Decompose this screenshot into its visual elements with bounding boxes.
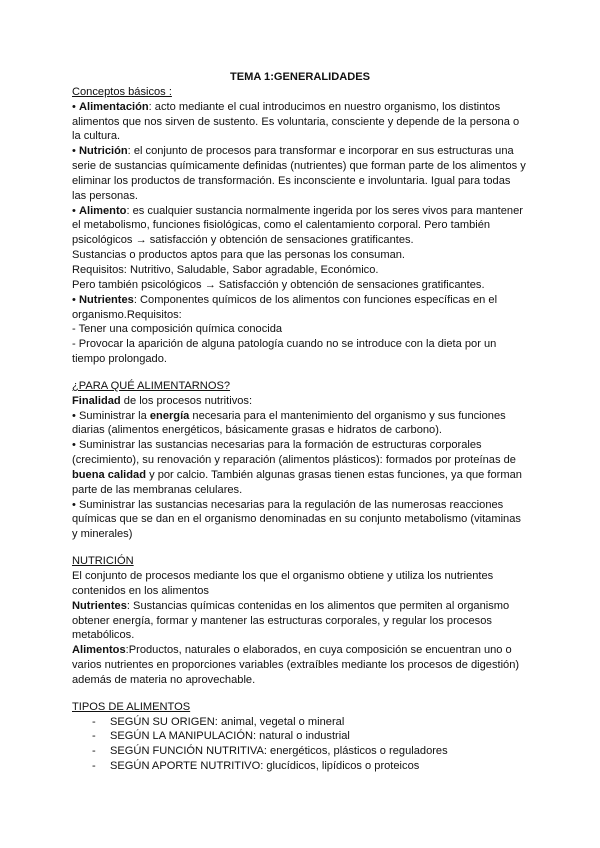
bold-term: Alimentos	[72, 644, 126, 657]
list-item	[72, 744, 528, 759]
list-item-text: SEGÚN LA MANIPULACIÓN: natural o industrial	[110, 730, 350, 743]
text-run: y minerales)	[72, 528, 133, 541]
bold-term: energía	[149, 409, 190, 422]
list-item-text: SEGÚN APORTE NUTRITIVO: glucídicos, lipídicos o proteicos	[110, 760, 420, 773]
text-run: de los procesos nutritivos:	[120, 394, 253, 407]
text-run: la cultura.	[72, 130, 121, 143]
text-run: alimentos que nos sirven de sustento. Es voluntaria, consciente y depende de la persona o	[72, 115, 520, 128]
text-line	[72, 483, 528, 498]
bold-term: buena calidad	[72, 468, 146, 481]
text-line	[72, 498, 528, 513]
text-run: eliminar los productos de transformación. Es inconsciente e involuntaria. Igual para todas	[72, 174, 511, 187]
text-run: (crecimiento), su renovación y reparación (alimentos plásticos): formados por proteínas de	[72, 454, 516, 467]
text-run: •	[72, 293, 79, 306]
text-line	[72, 527, 528, 542]
text-line	[72, 204, 528, 219]
list-item	[72, 759, 528, 774]
text-run: contenidos en los alimentos	[72, 584, 209, 597]
text-line	[72, 159, 528, 174]
text-line	[72, 293, 528, 308]
text-run: diarias (alimentos energéticos, básicamente grasas e hidratos de carbono).	[72, 424, 442, 437]
text-line	[72, 512, 528, 527]
text-line	[72, 584, 528, 599]
document-body	[72, 85, 528, 774]
text-line	[72, 278, 528, 293]
section-tipos-de-alimentos	[72, 700, 528, 774]
food-types-list	[72, 715, 528, 774]
text-run: psicológicos → satisfacción y obtención de sensaciones gratificantes.	[72, 234, 414, 247]
text-line	[72, 673, 528, 688]
section-heading: NUTRICIÓN	[72, 555, 134, 568]
bold-term: Nutrición	[78, 145, 128, 158]
section-heading: ¿PARA QUÉ ALIMENTARNOS?	[72, 379, 231, 392]
text-line	[72, 233, 528, 248]
section-conceptos-basicos	[72, 85, 528, 367]
dash-marker: -	[92, 715, 96, 728]
bold-term: Alimento	[78, 204, 127, 217]
page-title: TEMA 1:GENERALIDADES	[229, 71, 371, 83]
text-line	[72, 394, 528, 409]
dash-marker: -	[92, 745, 96, 758]
text-line	[72, 263, 528, 278]
text-run: tiempo prolongado.	[72, 353, 167, 366]
bold-term: Nutrientes	[72, 599, 127, 612]
list-item-text: SEGÚN FUNCIÓN NUTRITIVA: energéticos, plásticos o reguladores	[110, 745, 448, 758]
text-line	[72, 614, 528, 629]
section-para-que-alimentarnos	[72, 379, 528, 542]
text-run: • Suministrar las sustancias necesarias para la regulación de las numerosas reacciones	[72, 498, 504, 511]
text-run: serie de sustancias químicamente definidas (nutrientes) que forman parte de los alimentos y	[72, 160, 526, 173]
text-run: necesaria para el mantenimiento del organismo y sus funciones	[189, 409, 506, 422]
text-line	[72, 409, 528, 424]
list-item	[72, 715, 528, 730]
text-run: parte de las membranas celulares.	[72, 483, 243, 496]
text-run: Requisitos: Nutritivo, Saludable, Sabor agradable, Económico.	[72, 263, 379, 276]
text-line	[72, 218, 528, 233]
text-line	[72, 599, 528, 614]
text-line	[72, 308, 528, 323]
dash-marker: -	[92, 760, 96, 773]
text-line	[72, 174, 528, 189]
text-run: Pero también psicológicos → Satisfacción y obtención de sensaciones gratificantes.	[72, 278, 485, 291]
dash-marker: -	[92, 730, 96, 743]
bold-term: Finalidad	[72, 394, 121, 407]
text-run: además de materia no aprovechable.	[72, 673, 256, 686]
text-run: metabólicos.	[72, 629, 135, 642]
section-nutricion	[72, 554, 528, 688]
text-run: •	[72, 145, 79, 158]
text-line	[72, 658, 528, 673]
text-line	[72, 100, 528, 115]
text-run: - Provocar la aparición de alguna patología cuando no se introduce con la dieta por un	[72, 338, 497, 351]
text-run: : el conjunto de procesos para transformar e incorporar en sus estructuras una	[127, 145, 514, 158]
bold-term: Alimentación	[78, 100, 149, 113]
text-run: varios nutrientes en proporciones variables (extraíbles mediante los procesos de digestión)	[72, 659, 520, 672]
text-run: químicas que se dan en el organismo denominadas en su conjunto metabolismo (vitaminas	[72, 513, 521, 526]
bold-term: Nutrientes	[78, 293, 134, 306]
text-line	[72, 129, 528, 144]
text-line	[72, 569, 528, 584]
text-line	[72, 189, 528, 204]
text-run: •	[72, 100, 79, 113]
text-run: : acto mediante el cual introducimos en nuestro organismo, los distintos	[148, 100, 501, 113]
text-line	[72, 468, 528, 483]
text-run: : Sustancias químicas contenidas en los alimentos que permiten al organismo	[126, 599, 510, 612]
text-run: •	[72, 204, 79, 217]
section-heading: TIPOS DE ALIMENTOS	[72, 700, 191, 713]
text-line	[72, 453, 528, 468]
text-line	[72, 322, 528, 337]
text-line	[72, 248, 528, 263]
text-line	[72, 628, 528, 643]
text-run: - Tener una composición química conocida	[72, 323, 283, 336]
text-line	[72, 115, 528, 130]
text-run: : Componentes químicos de los alimentos con funciones específicas en el	[133, 293, 498, 306]
text-run: y por calcio. También algunas grasas tienen estas funciones, ya que forman	[145, 468, 522, 481]
text-run: : es cualquier sustancia normalmente ingerida por los seres vivos para mantener	[126, 204, 523, 217]
text-line	[72, 643, 528, 658]
text-run: :Productos, naturales o elaborados, en cuya composición se encuentran uno o	[125, 644, 512, 657]
text-run: organismo.Requisitos:	[72, 308, 182, 321]
text-line	[72, 423, 528, 438]
text-line	[72, 352, 528, 367]
text-run: el metabolismo, funciones fisiológicas, como el calentamiento corporal. Pero también	[72, 219, 491, 232]
text-run: Sustancias o productos aptos para que las personas los consuman.	[72, 249, 406, 262]
text-run: • Suministrar la	[72, 409, 150, 422]
text-line	[72, 438, 528, 453]
section-heading: Conceptos básicos :	[72, 85, 172, 98]
text-run: las personas.	[72, 189, 138, 202]
list-item-text: SEGÚN SU ORIGEN: animal, vegetal o mineral	[110, 715, 345, 728]
list-item	[72, 729, 528, 744]
text-line	[72, 144, 528, 159]
text-line	[72, 337, 528, 352]
text-run: El conjunto de procesos mediante los que el organismo obtiene y utiliza los nutrientes	[72, 570, 494, 582]
text-run: • Suministrar las sustancias necesarias para la formación de estructuras corporales	[72, 439, 482, 452]
text-run: obtener energía, formar y mantener las estructuras corporales, y regular los procesos	[72, 614, 492, 627]
